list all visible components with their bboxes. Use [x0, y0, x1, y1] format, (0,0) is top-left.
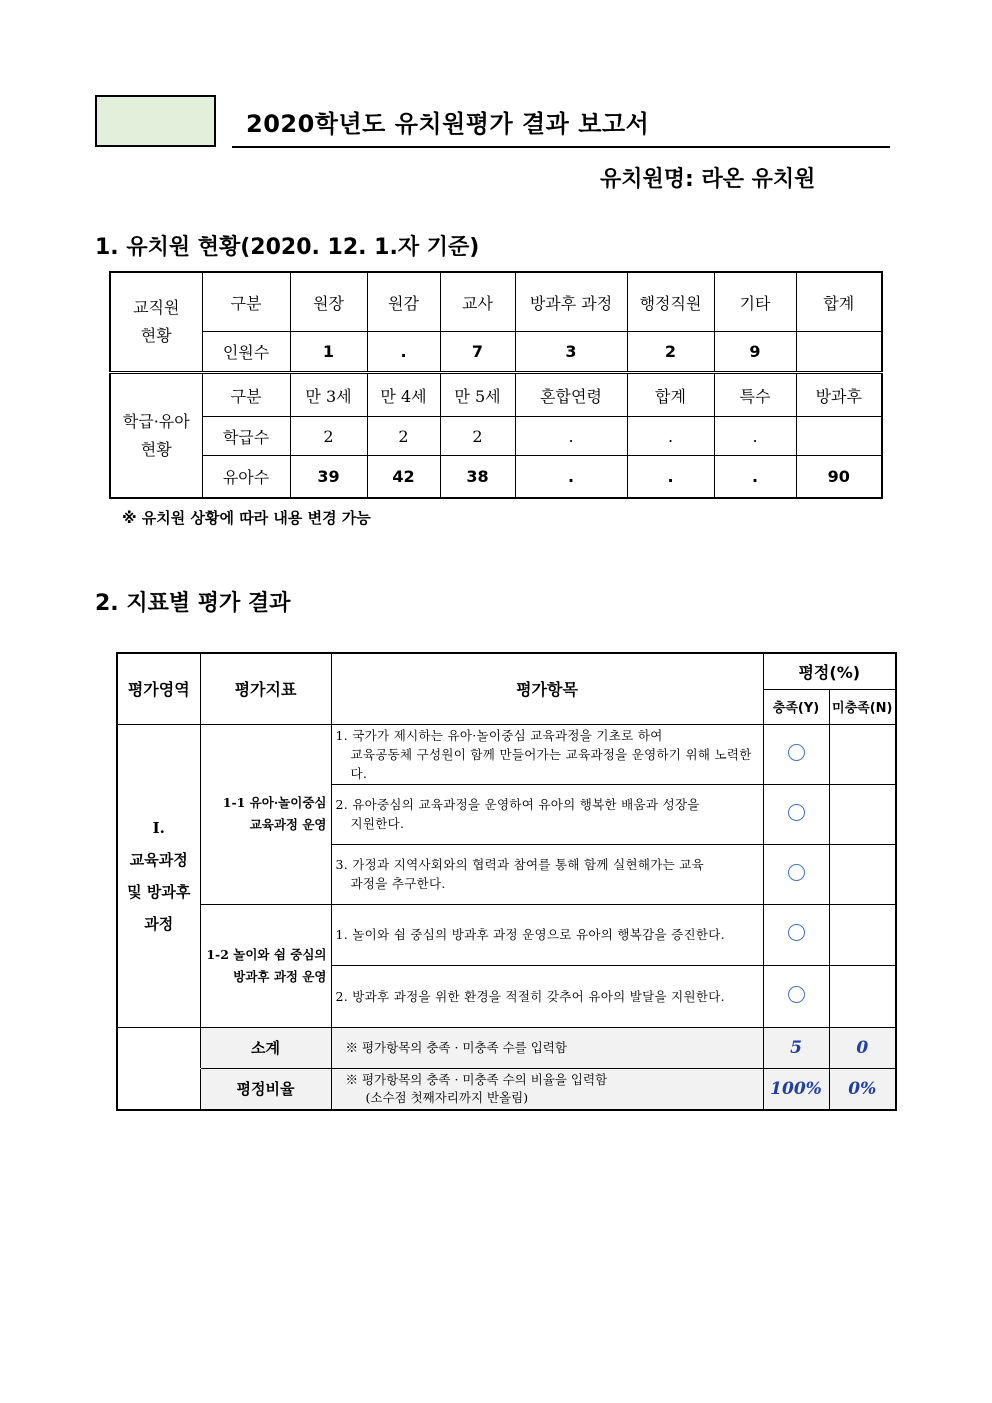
ratio-row [117, 1068, 896, 1110]
header-indicator: 평가지표 [200, 653, 331, 724]
unmet-cell [829, 724, 896, 784]
table-cell: 행정직원 [627, 272, 714, 332]
table-cell: 9 [714, 332, 796, 373]
section-2-heading: 2. 지표별 평가 결과 [95, 591, 291, 616]
header-item: 평가항목 [331, 653, 763, 724]
table-cell: . [627, 456, 714, 499]
circle-icon [788, 744, 805, 761]
table-cell: 구분 [202, 272, 290, 332]
table-cell: . [714, 417, 796, 456]
child-count-row [110, 456, 882, 499]
table-cell: 3 [515, 332, 627, 373]
table-cell: . [515, 456, 627, 499]
document-title: 2020학년도 유치원평가 결과 보고서 [246, 110, 650, 138]
table-cell: 기타 [714, 272, 796, 332]
table-cell: 구분 [202, 373, 290, 417]
table-cell: 38 [440, 456, 515, 499]
table-cell: 만 4세 [367, 373, 440, 417]
title-underline [232, 146, 890, 148]
staff-group-label: 교직원 현황 [110, 272, 202, 373]
table-cell: . [714, 456, 796, 499]
class-group-label: 학급·유아 현황 [110, 373, 202, 499]
table-cell: 혼합연령 [515, 373, 627, 417]
header-area: 평가영역 [117, 653, 200, 724]
unmet-cell [829, 904, 896, 965]
met-cell [763, 844, 829, 904]
table-cell: 만 5세 [440, 373, 515, 417]
table-cell: 만 3세 [290, 373, 367, 417]
table-cell: 교사 [440, 272, 515, 332]
table-cell: 39 [290, 456, 367, 499]
table-cell: 방과후 과정 [515, 272, 627, 332]
circle-icon [788, 924, 805, 941]
subtotal-unmet: 0 [829, 1027, 896, 1068]
class-count-row [110, 417, 882, 456]
circle-icon [788, 986, 805, 1003]
evaluation-item: 3. 가정과 지역사회와의 협력과 참여를 통해 함께 실현해가는 교육 과정을 추구한다. [331, 844, 763, 904]
evaluation-item: 2. 유아중심의 교육과정을 운영하여 유아의 행복한 배움과 성장을 지원한다. [331, 784, 763, 844]
table-cell [796, 332, 882, 373]
unmet-cell [829, 844, 896, 904]
subtotal-row [117, 1027, 896, 1068]
table-cell: 유아수 [202, 456, 290, 499]
staff-header-row [110, 272, 882, 332]
table-note: ※ 유치원 상황에 따라 내용 변경 가능 [122, 509, 371, 527]
ratio-unmet: 0% [829, 1068, 896, 1110]
color-box [95, 95, 216, 147]
header-row [117, 653, 896, 689]
section-1-heading: 1. 유치원 현황(2020. 12. 1.자 기준) [95, 235, 480, 260]
subtotal-met: 5 [763, 1027, 829, 1068]
table-cell: 2 [290, 417, 367, 456]
unmet-cell [829, 784, 896, 844]
indicator-cell: 1-2 놀이와 쉼 중심의 방과후 과정 운영 [200, 904, 331, 1027]
table-row [117, 904, 896, 965]
table-cell: 90 [796, 456, 882, 499]
evaluation-item: 2. 방과후 과정을 위한 환경을 적절히 갖추어 유아의 발달을 지원한다. [331, 965, 763, 1027]
unmet-cell [829, 965, 896, 1027]
table-cell: . [627, 417, 714, 456]
met-cell [763, 724, 829, 784]
met-cell [763, 784, 829, 844]
staff-count-row [110, 332, 882, 373]
ratio-met: 100% [763, 1068, 829, 1110]
table-cell: 7 [440, 332, 515, 373]
met-cell [763, 965, 829, 1027]
header-met: 충족(Y) [763, 689, 829, 724]
header-unmet: 미충족(N) [829, 689, 896, 724]
table-cell: 방과후 [796, 373, 882, 417]
table-cell: . [367, 332, 440, 373]
table-cell: 인원수 [202, 332, 290, 373]
circle-icon [788, 804, 805, 821]
table-cell: 42 [367, 456, 440, 499]
class-header-row [110, 373, 882, 417]
header-rating: 평정(%) [763, 653, 896, 689]
circle-icon [788, 864, 805, 881]
table-cell: . [515, 417, 627, 456]
evaluation-table [116, 652, 897, 1111]
table-cell: 특수 [714, 373, 796, 417]
table-cell: 합계 [796, 272, 882, 332]
subtotal-note: ※ 평가항목의 충족 · 미충족 수를 입력함 [331, 1027, 763, 1068]
table-cell: 2 [367, 417, 440, 456]
table-cell: 1 [290, 332, 367, 373]
subtotal-label: 소계 [200, 1027, 331, 1068]
table-cell: 학급수 [202, 417, 290, 456]
evaluation-item: 1. 국가가 제시하는 유아·놀이중심 교육과정을 기초로 하여 교육공동체 구성원이 함께 만들어가는 교육과정을 운영하기 위해 노력한다. [331, 724, 763, 784]
evaluation-item: 1. 놀이와 쉼 중심의 방과후 과정 운영으로 유아의 행복감을 증진한다. [331, 904, 763, 965]
status-table [109, 271, 883, 499]
kindergarten-name: 유치원명: 라온 유치원 [600, 167, 816, 192]
table-row [117, 724, 896, 784]
table-cell: 원감 [367, 272, 440, 332]
ratio-note: ※ 평가항목의 충족 · 미충족 수의 비율을 입력함 (소수점 첫째자리까지 반올림) [331, 1068, 763, 1110]
table-cell: 합계 [627, 373, 714, 417]
met-cell [763, 904, 829, 965]
table-cell: 2 [627, 332, 714, 373]
ratio-label: 평정비율 [200, 1068, 331, 1110]
table-cell: 원장 [290, 272, 367, 332]
table-cell [796, 417, 882, 456]
area-cell: Ⅰ. 교육과정 및 방과후 과정 [117, 724, 200, 1027]
indicator-cell: 1-1 유아·놀이중심 교육과정 운영 [200, 724, 331, 904]
table-cell: 2 [440, 417, 515, 456]
